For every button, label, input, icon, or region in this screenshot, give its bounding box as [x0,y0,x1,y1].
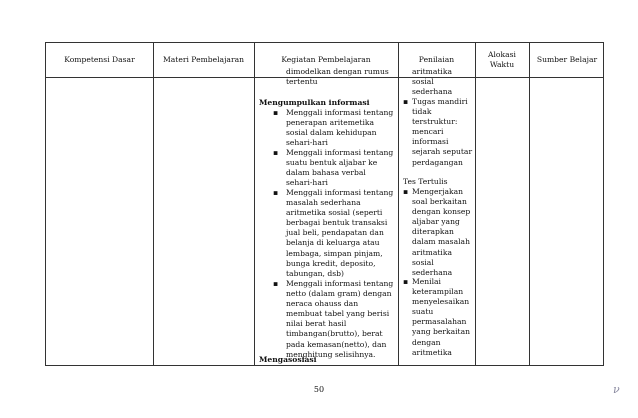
penilaian-bullet-tugas: Tugas mandiri tidak terstruktur: mencari informasi sejarah seputar perdagangan [412,97,473,167]
bullet-icon: ▪ [273,108,279,117]
column-divider [529,43,530,365]
bullet-icon: ▪ [403,187,409,196]
header-sumber-belajar: Sumber Belajar [536,55,598,64]
kegiatan-bullet-1: Menggali informasi tentang penerapan aritemetika sosial dalam kehidupan sehari-hari [286,108,394,148]
bullet-icon: ▪ [403,277,409,286]
lesson-plan-table [45,42,604,366]
column-divider [254,43,255,365]
heading-mengumpulkan-informasi: Mengumpulkan informasi [259,98,370,107]
kegiatan-bullet-4: Menggali informasi tentang netto (dalam gram) dengan neraca ohauss dan membuat tabel yang berisi nilai berat hasil timbangan(brutto), berat pada kemasan(netto), dan menghitung selisihnya. [286,279,394,359]
header-penilaian: Penilaian [418,55,455,64]
bullet-icon: ▪ [273,188,279,197]
header-kompetensi-dasar: Kompetensi Dasar [64,55,135,64]
bullet-icon: ▪ [273,279,279,288]
kegiatan-bullet-3: Menggali informasi tentang masalah sederhana aritmetika sosial (seperti berbagai bentuk transaksi jual beli, pendapatan dan belanja di keluarga atau lembaga, simpan pinjam, bunga kredit, deposito, tabungan, dsb) [286,188,394,278]
kegiatan-bullet-2: Menggali informasi tentang suatu bentuk aljabar ke dalam bahasa verbal sehari-hari [286,148,394,188]
kegiatan-continued-line-1: dimodelkan dengan rumus [286,67,389,76]
bullet-icon: ▪ [273,148,279,157]
heading-mengasosiasi: Mengasosiasi [259,355,317,364]
penilaian-bullet-menilai: Menilai keterampilan menyelesaikan suatu permasalahan yang berkaitan dengan aritmetika [412,277,470,357]
bullet-icon: ▪ [403,97,409,106]
penilaian-tes-tertulis: Tes Tertulis [403,177,448,186]
header-divider [46,77,603,78]
header-alokasi-waktu: Alokasi Waktu [488,50,516,69]
header-kegiatan-pembelajaran: Kegiatan Pembelajaran [281,55,371,64]
page-number: 50 [313,385,325,394]
column-divider [153,43,154,365]
column-divider [398,43,399,365]
column-divider [475,43,476,365]
logo-icon: ν [613,383,620,396]
penilaian-bullet-soal: Mengerjakan soal berkaitan dengan konsep aljabar yang diterapkan dalam masalah aritmatika sosial sederhana [412,187,471,277]
header-materi-pembelajaran: Materi Pembelajaran [162,55,245,64]
kegiatan-continued-line-2: tertentu [286,77,318,86]
penilaian-continued: aritmatika sosial sederhana [412,67,453,97]
